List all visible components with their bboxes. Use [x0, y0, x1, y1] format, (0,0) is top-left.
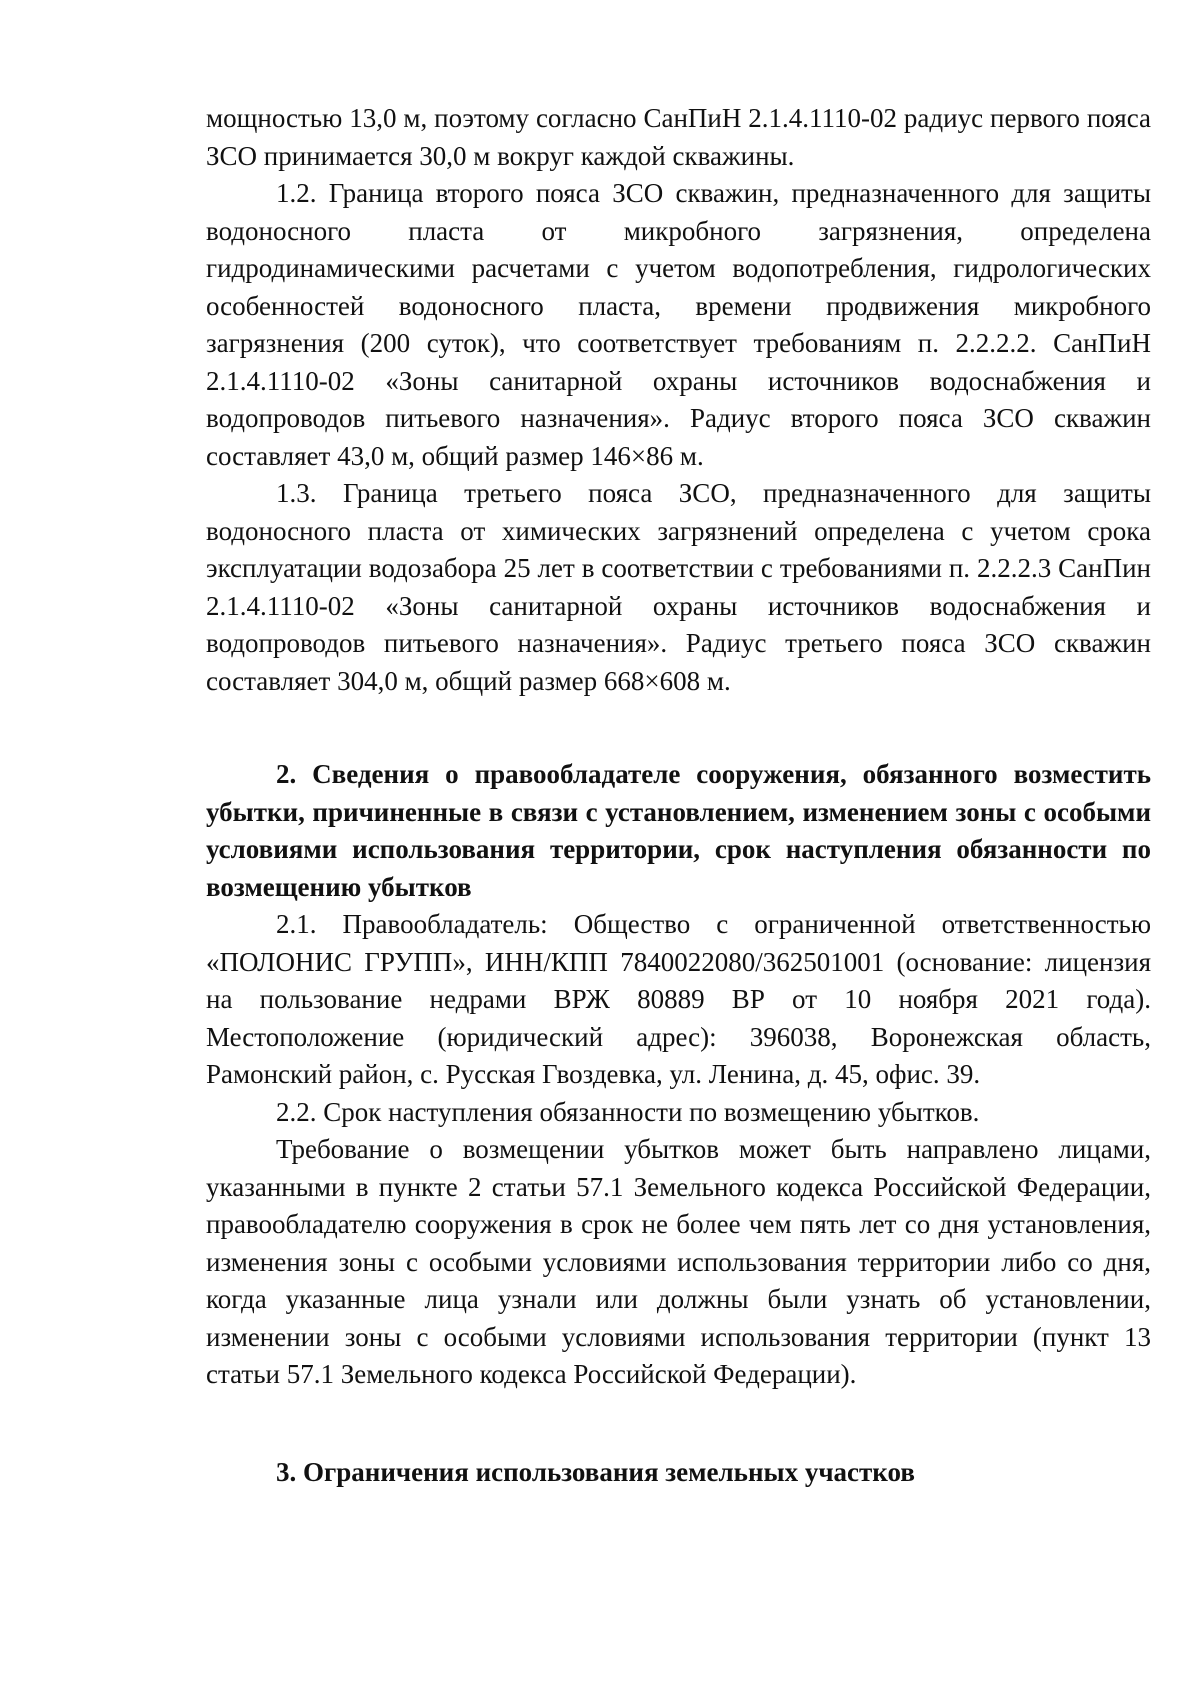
- paragraph-continuation: мощностью 13,0 м, поэтому согласно СанПиН 2.1.4.1110-02 радиус первого пояса ЗСО принимается 30,0 м вокруг каждой скважины.: [206, 103, 1151, 171]
- section-3-heading: 3. Ограничения использования земельных участков: [276, 1456, 915, 1487]
- spacer: [206, 1394, 1151, 1454]
- paragraph-2-2-body: Требование о возмещении убытков может быть направлено лицами, указанными в пункте 2 статьи 57.1 Земельного кодекса Российской Федерации, правообладателю сооружения в срок не более чем пять лет со дня установления, изменения зоны с особыми условиями использования территории либо со дня, когда указанные лица узнали или должны были узнать об установлении, изменении зоны с особыми условиями использования территории (пункт 13 статьи 57.1 Земельного кодекса Российской Федерации).: [206, 1134, 1151, 1389]
- paragraph-1-3: 1.3. Граница третьего пояса ЗСО, предназначенного для защиты водоносного пласта от химических загрязнений определена с учетом срока эксплуатации водозабора 25 лет в соответствии с требованиями п. 2.2.2.3 СанПин 2.1.4.1110-02 «Зоны санитарной охраны источников водоснабжения и водопроводов питьевого назначения». Радиус третьего пояса ЗСО скважин составляет 304,0 м, общий размер 668×608 м.: [206, 478, 1151, 696]
- document-page: [206, 100, 1151, 1491]
- paragraph-2-1: 2.1. Правообладатель: Общество с ограниченной ответственностью «ПОЛОНИС ГРУПП», ИНН/КПП 7840022080/362501001 (основание: лицензия на пользование недрами ВРЖ 80889 ВР от 10 ноября 2021 года). Местоположение (юридический адрес): 396038, Воронежская область, Рамонский район, с. Русская Гвоздевка, ул. Ленина, д. 45, офис. 39.: [206, 909, 1151, 1089]
- section-2-heading: 2. Сведения о правообладателе сооружения, обязанного возместить убытки, причиненные в связи с установлением, изменением зоны с особыми условиями использования территории, срок наступления обязанности по возмещению убытков: [206, 759, 1151, 902]
- spacer: [206, 700, 1151, 756]
- paragraph-1-2: 1.2. Граница второго пояса ЗСО скважин, предназначенного для защиты водоносного пласта от микробного загрязнения, определена гидродинамическими расчетами с учетом водопотребления, гидрологических особенностей водоносного пласта, времени продвижения микробного загрязнения (200 суток), что соответствует требованиям п. 2.2.2.2. СанПиН 2.1.4.1110-02 «Зоны санитарной охраны источников водоснабжения и водопроводов питьевого назначения». Радиус второго пояса ЗСО скважин составляет 43,0 м, общий размер 146×86 м.: [206, 178, 1151, 471]
- paragraph-2-2: 2.2. Срок наступления обязанности по возмещению убытков.: [276, 1096, 980, 1127]
